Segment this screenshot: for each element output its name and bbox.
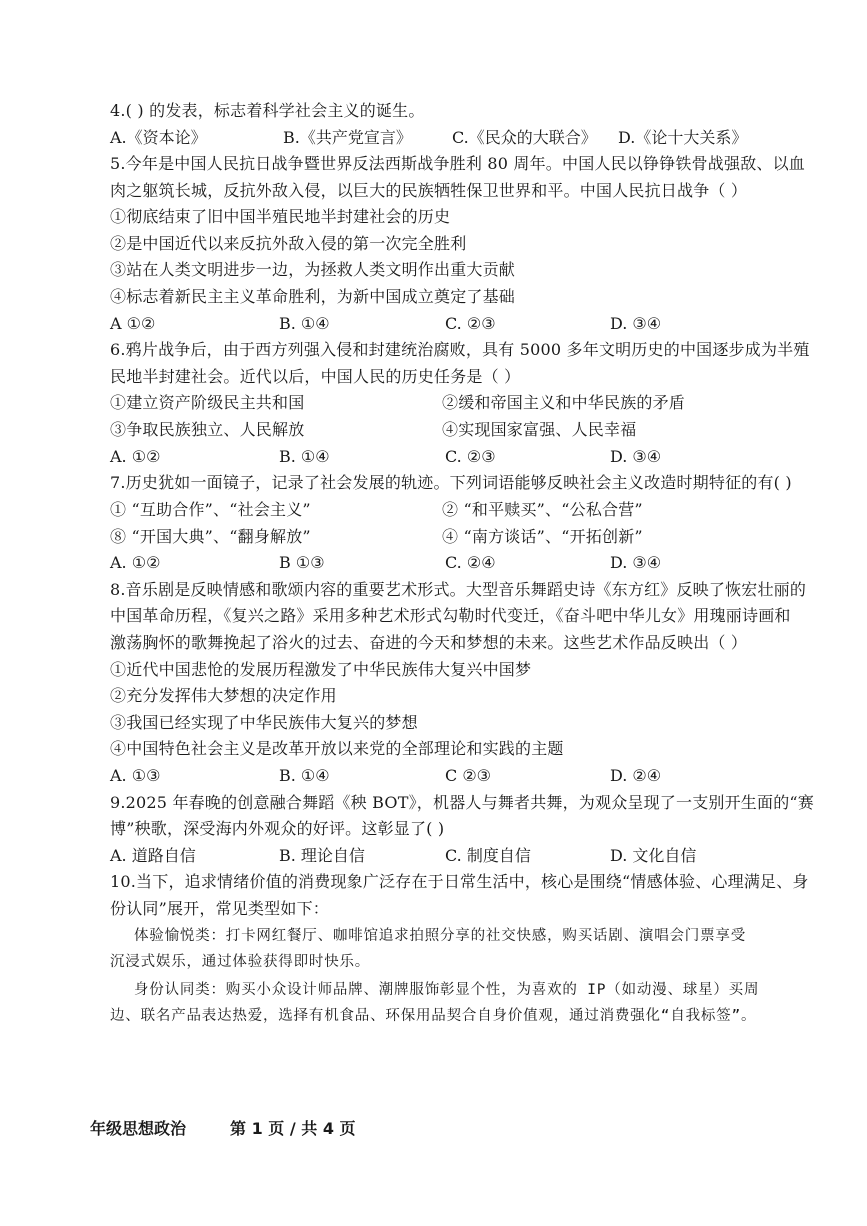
q5-option-c: C. ②③	[445, 314, 496, 333]
q9-option-d: D. 文化自信	[610, 846, 697, 865]
q4-option-a: A.《资本论》	[110, 128, 207, 147]
q6-option-b: B. ①④	[279, 447, 330, 466]
q9-option-c: C. 制度自信	[445, 846, 531, 865]
q10-material-line3: 身份认同类：购买小众设计师品牌、潮牌服饰彰显个性，为喜欢的 IP（如动漫、球星）买周	[134, 982, 760, 998]
q7-item-4: ④ “南方谈话”、“开拓创新”	[442, 527, 643, 546]
q7-item-1: ① “互助合作”、“社会主义”	[110, 500, 311, 519]
q5-item-1: ①彻底结束了旧中国半殖民地半封建社会的历史	[110, 207, 451, 226]
q5-stem-line1: 5.今年是中国人民抗日战争暨世界反法西斯战争胜利 80 周年。中国人民以铮铮铁骨战强敌、以血	[110, 154, 805, 173]
q5-option-d: D. ③④	[610, 314, 662, 333]
q8-item-1: ①近代中国悲怆的发展历程激发了中华民族伟大复兴中国梦	[110, 660, 532, 679]
q8-option-b: B. ①④	[279, 766, 330, 785]
q9-option-b: B. 理论自信	[279, 846, 365, 865]
q4-option-d: D.《论十大关系》	[618, 128, 748, 147]
q6-option-c: C. ②③	[445, 447, 496, 466]
q5-item-3: ③站在人类文明进步一边，为拯救人类文明作出重大贡献	[110, 260, 516, 279]
q8-option-d: D. ②④	[610, 766, 662, 785]
q8-stem-line3: 激荡胸怀的歌舞挽起了浴火的过去、奋进的今天和梦想的未来。这些艺术作品反映出（ ）	[110, 633, 748, 652]
q9-stem-line2: 博”秧歌，深受海内外观众的好评。这彰显了( )	[110, 819, 445, 838]
q5-item-4: ④标志着新民主主义革命胜利，为新中国成立奠定了基础	[110, 287, 516, 306]
q7-stem: 7.历史犹如一面镜子，记录了社会发展的轨迹。下列词语能够反映社会主义改造时期特征的有( )	[110, 473, 792, 492]
q10-material-line1: 体验愉悦类：打卡网红餐厅、咖啡馆追求拍照分享的社交快感，购买话剧、演唱会门票享受	[134, 928, 746, 944]
q9-stem-line1: 9.2025 年春晚的创意融合舞蹈《秧 BOT》，机器人与舞者共舞，为观众呈现了一支别开生面的“赛	[110, 793, 814, 812]
q9-option-a: A. 道路自信	[110, 846, 196, 865]
q5-option-a: A ①②	[110, 314, 156, 333]
q4-option-c: C.《民众的大联合》	[452, 128, 597, 147]
q4-option-b: B.《共产党宣言》	[283, 128, 412, 147]
q6-item-4: ④实现国家富强、人民幸福	[442, 420, 637, 439]
q8-option-a: A. ①③	[110, 766, 161, 785]
q7-option-a: A. ①②	[110, 553, 161, 572]
footer-page-number: 第 1 页 / 共 4 页	[230, 1119, 356, 1138]
q6-item-1: ①建立资产阶级民主共和国	[110, 393, 305, 412]
q8-stem-line1: 8.音乐剧是反映情感和歌颂内容的重要艺术形式。大型音乐舞蹈史诗《东方红》反映了恢宏壮丽的	[110, 580, 807, 599]
q6-option-d: D. ③④	[610, 447, 662, 466]
q4-stem: 4.( ) 的发表，标志着科学社会主义的诞生。	[110, 101, 425, 120]
q6-option-a: A. ①②	[110, 447, 161, 466]
q6-item-2: ②缓和帝国主义和中华民族的矛盾	[442, 393, 686, 412]
q5-option-b: B. ①④	[279, 314, 330, 333]
q7-item-2: ② “和平赎买”、“公私合营”	[442, 500, 643, 519]
q6-stem-line1: 6.鸦片战争后，由于西方列强入侵和封建统治腐败，具有 5000 多年文明历史的中国逐步成为半殖	[110, 340, 810, 359]
q8-item-4: ④中国特色社会主义是改革开放以来党的全部理论和实践的主题	[110, 739, 564, 758]
q6-item-3: ③争取民族独立、人民解放	[110, 420, 305, 439]
q6-stem-line2: 民地半封建社会。近代以后，中国人民的历史任务是（ ）	[110, 367, 521, 386]
q8-item-3: ③我国已经实现了中华民族伟大复兴的梦想	[110, 713, 418, 732]
q8-item-2: ②充分发挥伟大梦想的决定作用	[110, 686, 337, 705]
q7-option-d: D. ③④	[610, 553, 662, 572]
q10-material-line4: 边、联名产品表达热爱，选择有机食品、环保用品契合自身价值观，通过消费强化“自我标签”。	[110, 1008, 757, 1024]
q5-item-2: ②是中国近代以来反抗外敌入侵的第一次完全胜利	[110, 234, 467, 253]
q8-stem-line2: 中国革命历程，《复兴之路》采用多种艺术形式勾勒时代变迁，《奋斗吧中华儿女》用瑰丽诗画和	[110, 606, 791, 625]
q5-stem-line2: 肉之躯筑长城，反抗外敌入侵，以巨大的民族牺牲保卫世界和平。中国人民抗日战争（ ）	[110, 181, 748, 200]
q10-stem-line1: 10.当下，追求情绪价值的消费现象广泛存在于日常生活中，核心是围绕“情感体验、心理满足、身	[110, 872, 809, 891]
q7-option-b: B ①③	[279, 553, 325, 572]
q7-item-3: ⑧ “开国大典”、“翻身解放”	[110, 527, 311, 546]
q8-option-c: C ②③	[445, 766, 492, 785]
q10-stem-line2: 份认同”展开，常见类型如下：	[110, 899, 329, 918]
footer-subject: 年级思想政治	[90, 1119, 187, 1138]
q7-option-c: C. ②④	[445, 553, 496, 572]
q10-material-line2: 沉浸式娱乐，通过体验获得即时快乐。	[110, 954, 371, 970]
